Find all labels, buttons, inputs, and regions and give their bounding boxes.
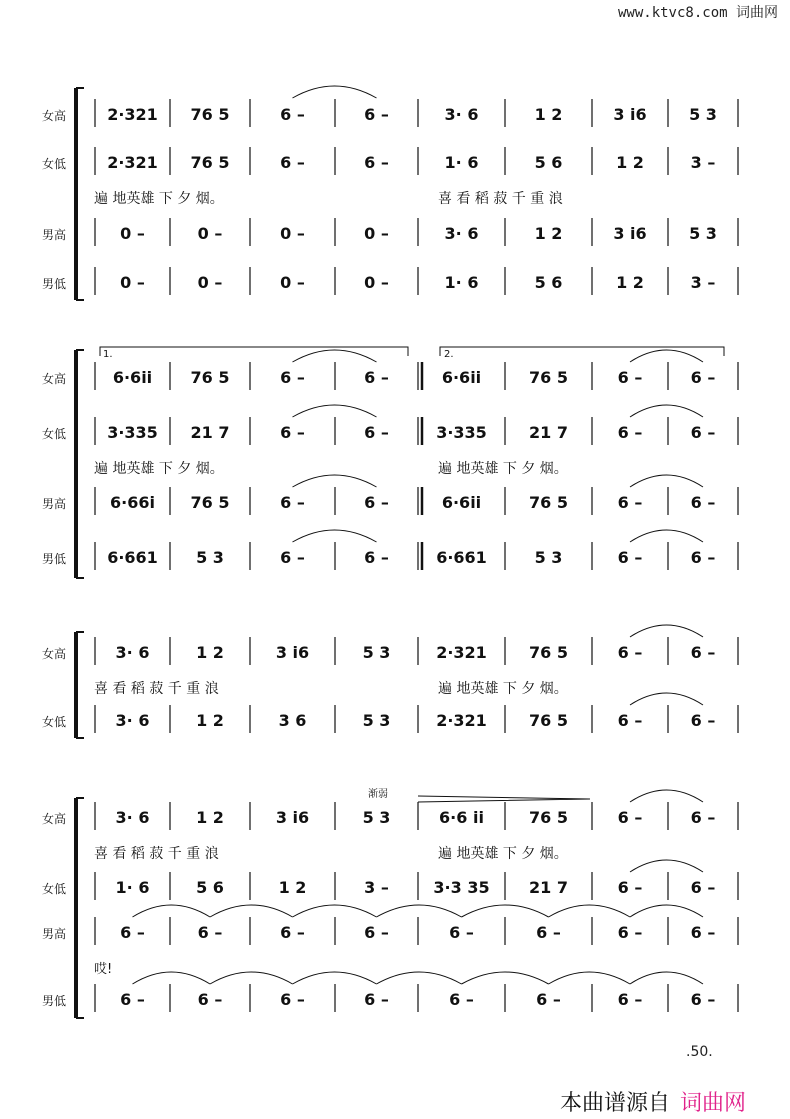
measure-s: 6 –: [280, 368, 305, 387]
hum-syllable: 哎!: [94, 962, 113, 977]
voice-label-t: 男高: [42, 228, 67, 242]
measure-s: 6 –: [364, 368, 389, 387]
site-url: www.ktvc8.com 词曲网: [617, 5, 778, 21]
measure-a: 76 5: [190, 153, 230, 172]
lyric-line: 遍 地英雄 下 夕 烟。: [438, 461, 568, 477]
tie-slur: [293, 350, 377, 362]
measure-t: 3· 6: [444, 224, 479, 243]
measure-s: 6·6 ii: [439, 808, 484, 827]
measure-b: 6 –: [364, 548, 389, 567]
voice-label-s: 女高: [42, 109, 67, 123]
measure-s: 76 5: [190, 105, 230, 124]
lyric-line: 喜 看 稻 菽 千 重 浪: [94, 681, 219, 697]
measure-s: 6 –: [617, 808, 643, 827]
measure-b: 6 –: [617, 548, 643, 567]
measure-t: 6 –: [197, 923, 223, 942]
measure-s: 2·321: [107, 105, 158, 124]
voice-label-b: 男低: [42, 994, 67, 1008]
measure-s: 6 –: [280, 105, 305, 124]
tie-slur: [293, 530, 377, 542]
measure-b: 6 –: [280, 990, 305, 1009]
tie-slur: [462, 905, 549, 917]
measure-t: 6 –: [536, 923, 561, 942]
measure-b: 1· 6: [444, 273, 479, 292]
lyric-line: 喜 看 稻 菽 千 重 浪: [438, 191, 563, 207]
voice-label-a: 女低: [42, 882, 67, 896]
voice-label-a: 女低: [42, 427, 67, 441]
measure-s: 2·321: [436, 643, 487, 662]
measure-a: 5 6: [534, 153, 563, 172]
voice-label-s: 女高: [42, 372, 67, 386]
measure-b: 0 –: [280, 273, 305, 292]
measure-a: 6 –: [280, 153, 305, 172]
voice-label-a: 女低: [42, 715, 67, 729]
tie-slur: [133, 972, 211, 984]
measure-s: 76 5: [529, 368, 568, 387]
measure-a: 6 –: [364, 423, 389, 442]
lyric-line: 遍 地英雄 下 夕 烟。: [94, 461, 224, 477]
measure-t: 76 5: [190, 493, 230, 512]
measure-t: 6 –: [617, 923, 643, 942]
tie-slur: [549, 972, 631, 984]
voice-label-b: 男低: [42, 552, 67, 566]
lyric-line: 喜 看 稻 菽 千 重 浪: [94, 846, 219, 862]
tie-slur: [630, 350, 703, 362]
tie-slur: [133, 905, 211, 917]
tie-slur: [293, 86, 377, 98]
measure-b: 0 –: [364, 273, 389, 292]
tie-slur: [293, 405, 377, 417]
measure-a: 2·321: [107, 153, 158, 172]
measure-s: 1 2: [196, 643, 224, 662]
measure-t: 0 –: [280, 224, 305, 243]
measure-s: 1 2: [196, 808, 224, 827]
measure-b: 5 6: [534, 273, 563, 292]
tie-slur: [377, 972, 462, 984]
voice-label-a: 女低: [42, 157, 67, 171]
measure-t: 6·6ii: [441, 493, 482, 512]
measure-a: 1 2: [616, 153, 644, 172]
measure-b: 6 –: [280, 548, 305, 567]
measure-t: 6 –: [690, 923, 716, 942]
tie-slur: [630, 405, 703, 417]
measure-a: 1· 6: [115, 878, 150, 897]
brand-label: 词曲网: [680, 1091, 747, 1116]
tie-slur: [630, 905, 703, 917]
measure-a: 3· 6: [115, 711, 150, 730]
measure-t: 6 –: [449, 923, 474, 942]
measure-s: 3· 6: [115, 643, 150, 662]
voice-label-b: 男低: [42, 277, 67, 291]
measure-b: 6 –: [690, 990, 716, 1009]
measure-a: 6 –: [280, 423, 305, 442]
measure-s: 6 –: [690, 643, 716, 662]
measure-a: 5 6: [196, 878, 224, 897]
tie-slur: [630, 530, 703, 542]
measure-t: 6 –: [280, 493, 305, 512]
measure-t: 1 2: [534, 224, 563, 243]
lyric-line: 遍 地英雄 下 夕 烟。: [438, 681, 568, 697]
tie-slur: [630, 860, 703, 872]
measure-t: 6 –: [120, 923, 145, 942]
measure-s: 3· 6: [444, 105, 479, 124]
measure-s: 3 i6: [613, 105, 647, 124]
measure-t: 0 –: [197, 224, 223, 243]
measure-s: 5 3: [362, 643, 391, 662]
measure-t: 3 i6: [613, 224, 647, 243]
measure-b: 0 –: [197, 273, 223, 292]
measure-a: 6 –: [690, 423, 716, 442]
measure-t: 0 –: [120, 224, 145, 243]
measure-a: 6 –: [364, 153, 389, 172]
lyric-line: 遍 地英雄 下 夕 烟。: [94, 191, 224, 207]
tie-slur: [462, 972, 549, 984]
measure-b: 6 –: [449, 990, 474, 1009]
measure-a: 1 2: [196, 711, 224, 730]
measure-t: 6 –: [690, 493, 716, 512]
measure-b: 0 –: [120, 273, 145, 292]
measure-s: 6 –: [690, 368, 716, 387]
measure-t: 5 3: [689, 224, 717, 243]
measure-s: 76 5: [190, 368, 230, 387]
measure-t: 6·66i: [110, 493, 155, 512]
measure-s: 76 5: [529, 808, 568, 827]
voice-label-t: 男高: [42, 927, 67, 941]
measure-s: 5 3: [689, 105, 717, 124]
tie-slur: [293, 905, 377, 917]
tie-slur: [630, 625, 703, 637]
volta-1: 1.: [103, 349, 113, 360]
tie-slur: [630, 790, 703, 802]
measure-t: 6 –: [280, 923, 305, 942]
tie-slur: [210, 972, 293, 984]
measure-a: 21 7: [190, 423, 230, 442]
tie-slur: [293, 972, 377, 984]
source-footer: [560, 1086, 746, 1117]
measure-a: 6 –: [617, 423, 643, 442]
source-label: 本曲谱源自: [560, 1091, 671, 1116]
measure-s: 3 i6: [275, 808, 310, 827]
measure-a: 6 –: [617, 878, 643, 897]
measure-a: 5 3: [362, 711, 391, 730]
measure-b: 6·661: [107, 548, 158, 567]
measure-a: 3 –: [690, 153, 716, 172]
measure-a: 21 7: [529, 423, 568, 442]
measure-s: 6·6ii: [441, 368, 482, 387]
measure-a: 1 2: [278, 878, 307, 897]
tie-slur: [210, 905, 293, 917]
measure-s: 6 –: [364, 105, 389, 124]
measure-t: 6 –: [364, 493, 389, 512]
decrescendo-hairpin: [418, 796, 590, 802]
measure-b: 6 –: [536, 990, 561, 1009]
tie-slur: [377, 905, 462, 917]
measure-s: 1 2: [534, 105, 563, 124]
measure-b: 1 2: [616, 273, 644, 292]
tie-slur: [293, 475, 377, 487]
measure-b: 5 3: [196, 548, 224, 567]
measure-b: 6 –: [690, 548, 716, 567]
measure-a: 3·335: [436, 423, 487, 442]
measure-a: 1· 6: [444, 153, 479, 172]
measure-s: 3 i6: [275, 643, 310, 662]
tie-slur: [630, 693, 703, 705]
measure-t: 6 –: [364, 923, 389, 942]
tie-slur: [630, 972, 703, 984]
measure-t: 76 5: [529, 493, 568, 512]
measure-t: 6 –: [617, 493, 643, 512]
measure-a: 6 –: [617, 711, 643, 730]
volta-2: 2.: [444, 349, 454, 360]
measure-a: 3 6: [278, 711, 307, 730]
measure-s: 6·6ii: [112, 368, 153, 387]
tie-slur: [630, 475, 703, 487]
voice-label-s: 女高: [42, 647, 67, 661]
measure-b: 6·661: [436, 548, 487, 567]
measure-a: 3·3 35: [433, 878, 490, 897]
measure-a: 21 7: [529, 878, 568, 897]
measure-s: 6 –: [617, 643, 643, 662]
voice-label-t: 男高: [42, 497, 67, 511]
measure-b: 6 –: [364, 990, 389, 1009]
measure-s: 3· 6: [115, 808, 150, 827]
measure-s: 6 –: [690, 808, 716, 827]
measure-b: 6 –: [617, 990, 643, 1009]
measure-a: 6 –: [690, 878, 716, 897]
measure-a: 76 5: [529, 711, 568, 730]
measure-b: 3 –: [690, 273, 716, 292]
measure-t: 0 –: [364, 224, 389, 243]
lyric-line: 遍 地英雄 下 夕 烟。: [438, 846, 568, 862]
measure-b: 5 3: [534, 548, 563, 567]
measure-a: 6 –: [690, 711, 716, 730]
measure-s: 76 5: [529, 643, 568, 662]
measure-a: 3·335: [107, 423, 158, 442]
measure-s: 5 3: [362, 808, 391, 827]
dynamic-marking: 渐弱: [368, 789, 388, 800]
voice-label-s: 女高: [42, 812, 67, 826]
measure-b: 6 –: [197, 990, 223, 1009]
measure-b: 6 –: [120, 990, 145, 1009]
measure-a: 2·321: [436, 711, 487, 730]
page-number: .50.: [686, 1044, 713, 1060]
measure-s: 6 –: [617, 368, 643, 387]
measure-a: 3 –: [364, 878, 389, 897]
tie-slur: [549, 905, 631, 917]
